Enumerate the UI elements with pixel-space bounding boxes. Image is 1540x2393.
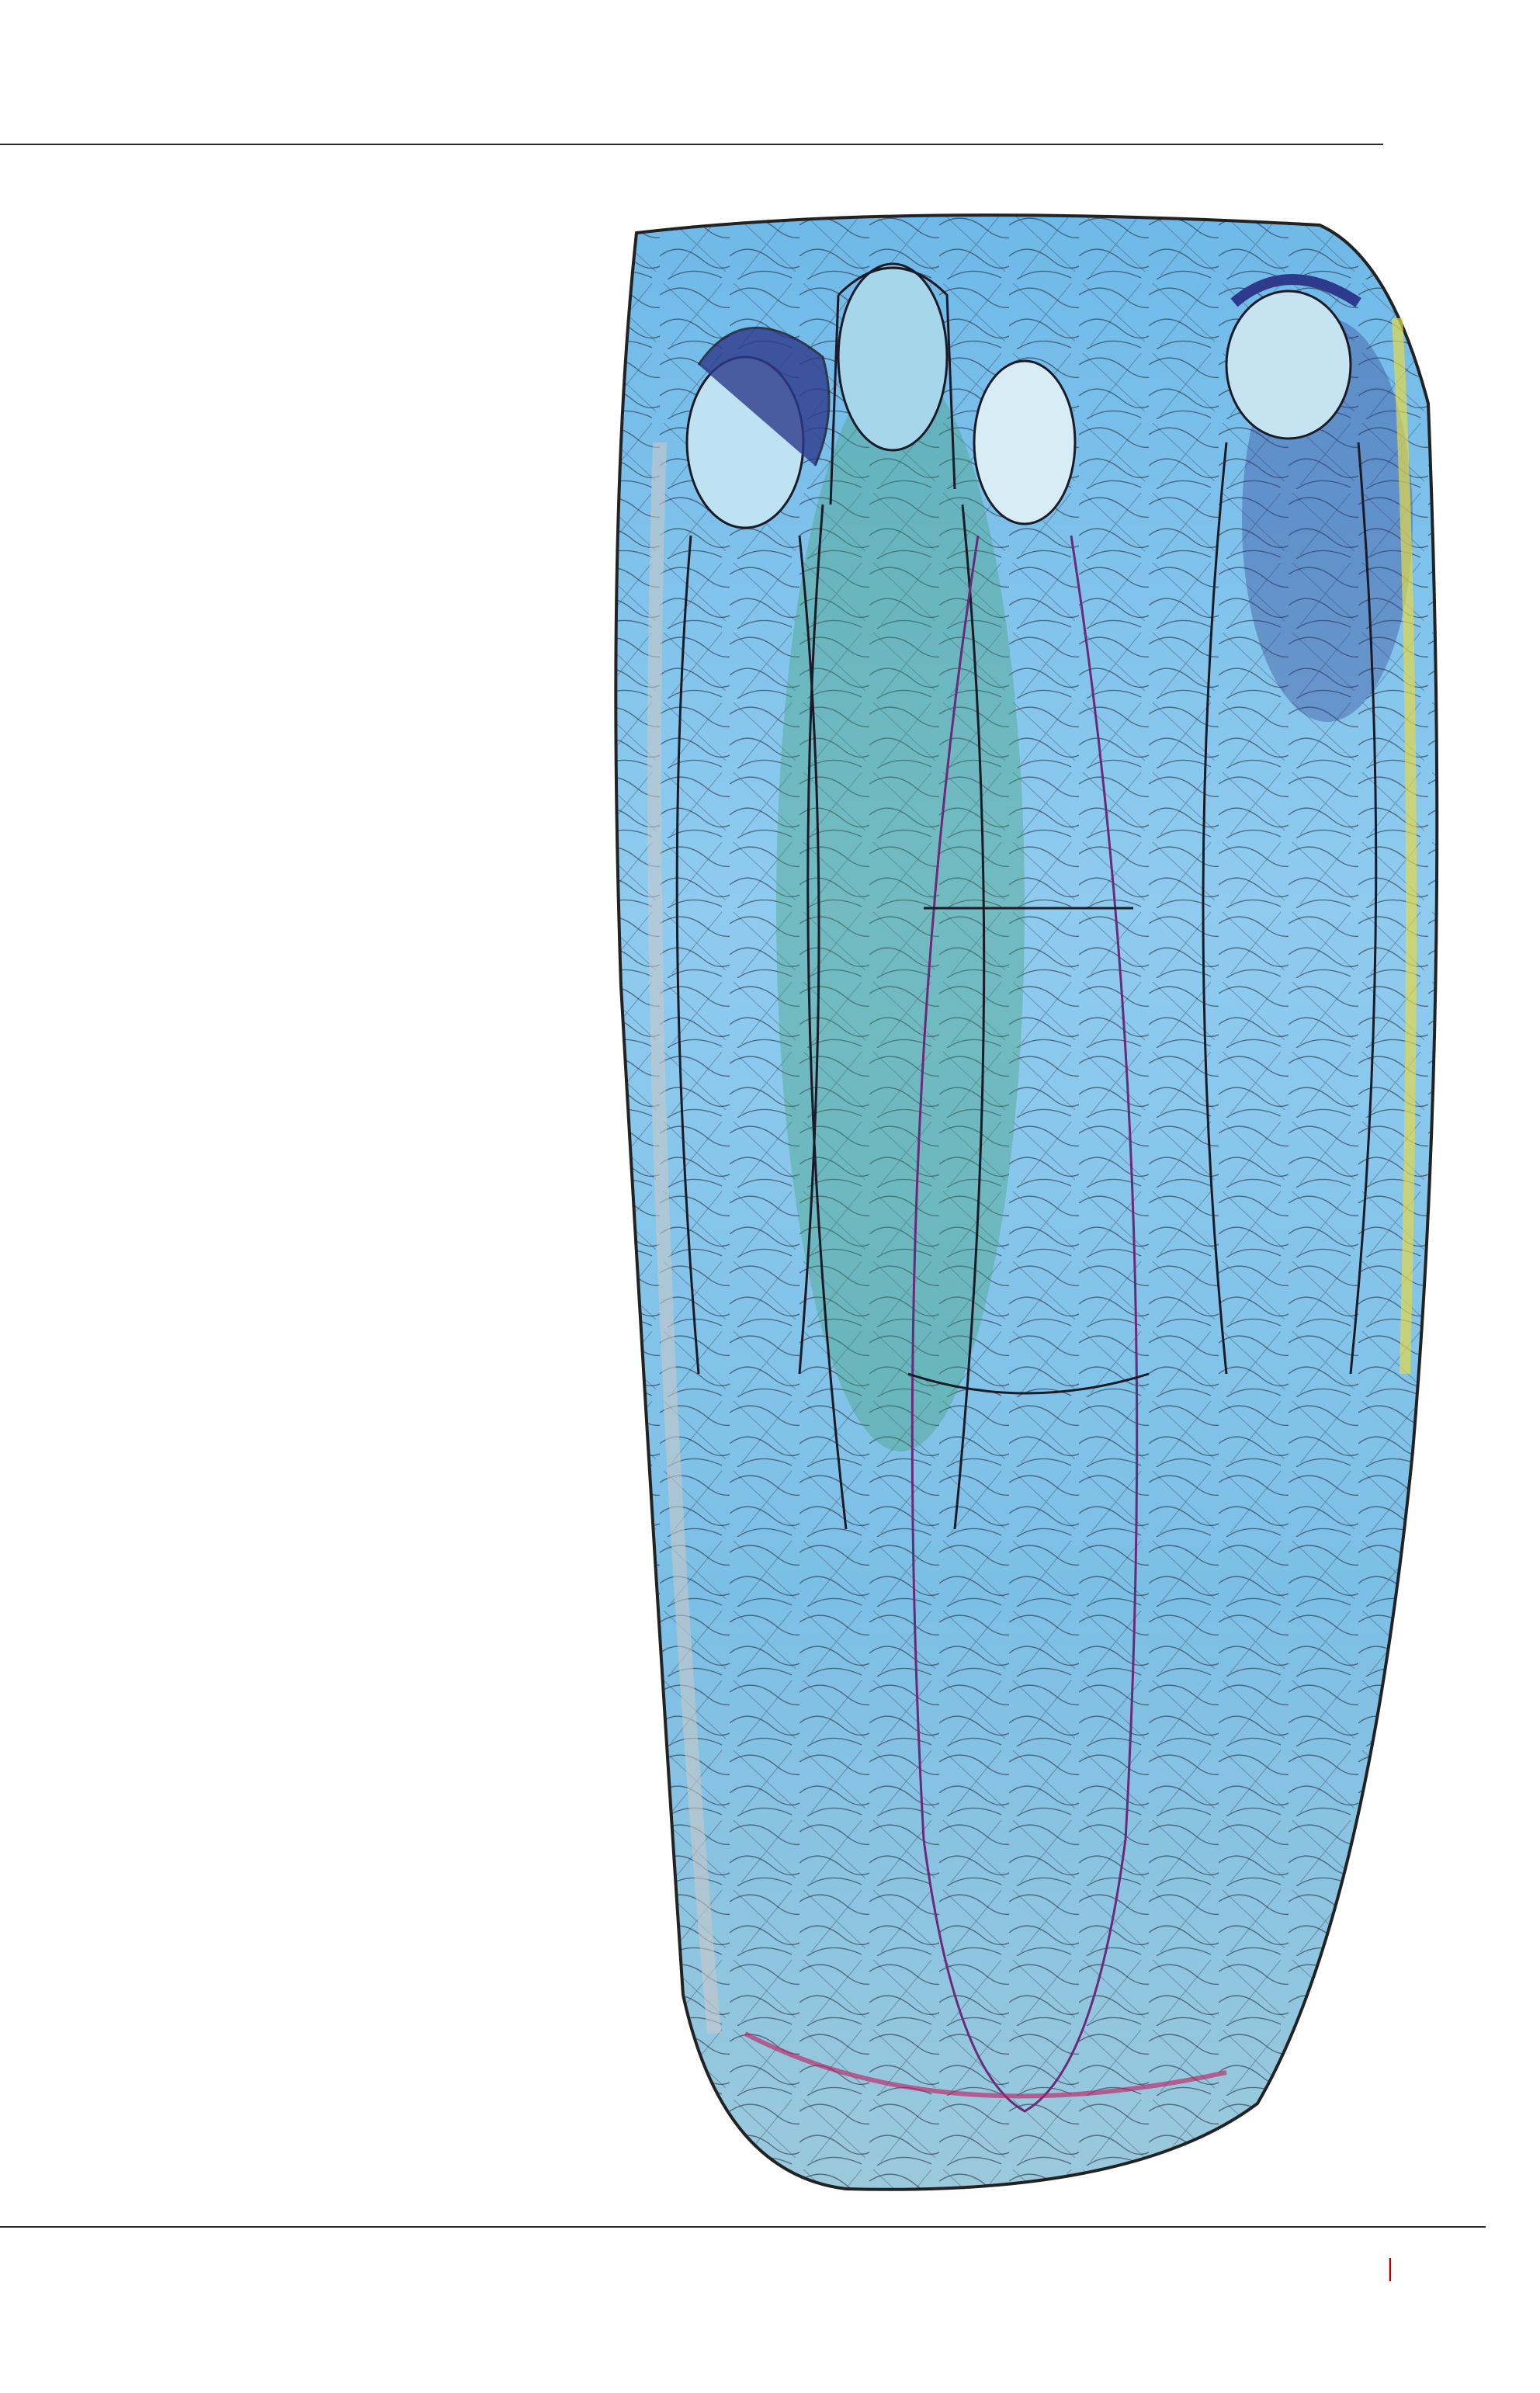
article-column bbox=[116, 241, 576, 278]
sketch-illustration bbox=[590, 210, 1467, 2212]
page-footer bbox=[1380, 2255, 1400, 2282]
bottom-rule bbox=[0, 2226, 1486, 2228]
footer-separator: | bbox=[1386, 2255, 1394, 2282]
top-rule bbox=[0, 144, 1383, 145]
sketch-svg bbox=[590, 210, 1467, 2212]
